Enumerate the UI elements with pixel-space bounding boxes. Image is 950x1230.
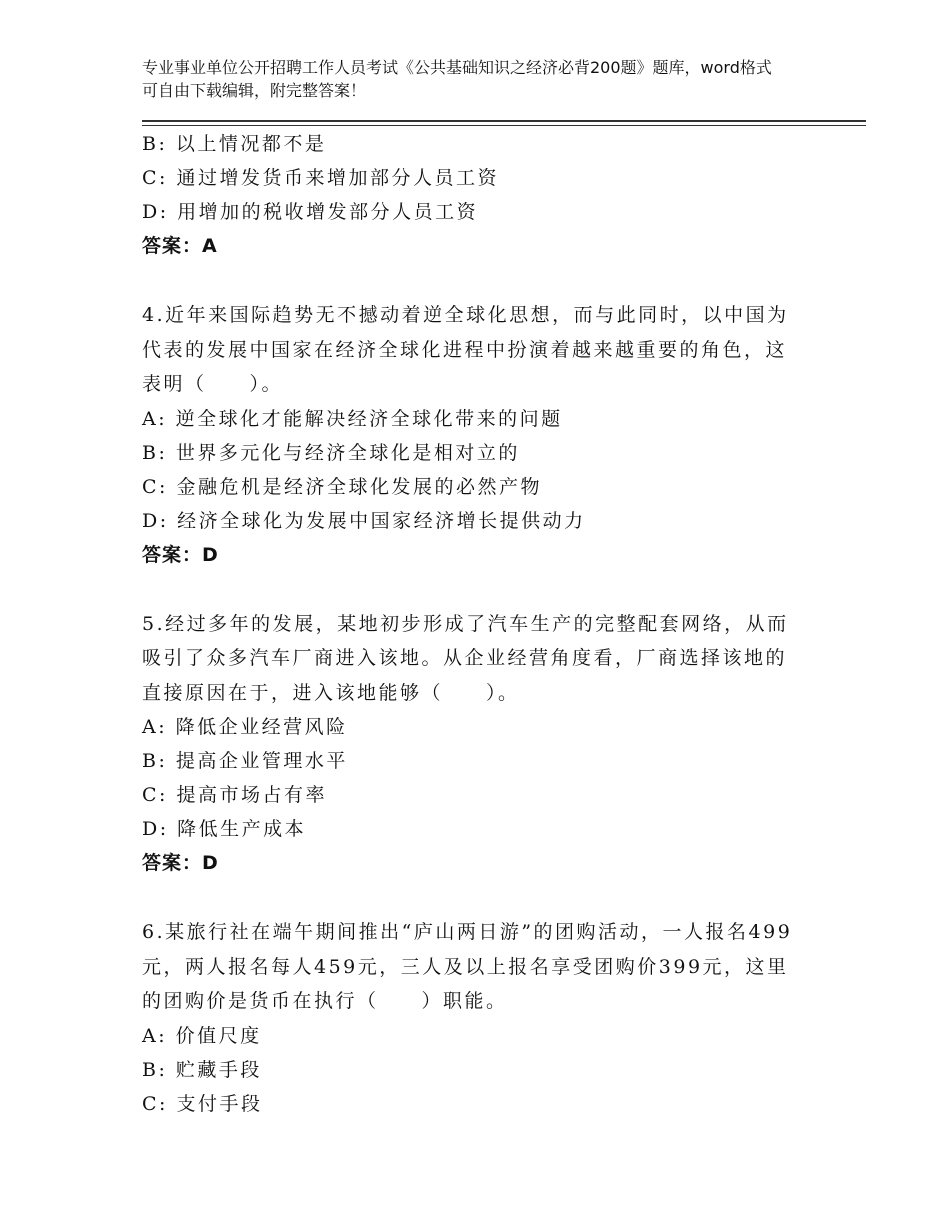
option-b: B: 提高企业管理水平 bbox=[142, 750, 348, 772]
question-text: 6.某旅行社在端午期间推出“庐山两日游”的团购活动，一人报名499元，两人报名每人459元，三人及以上报名享受团购价399元，这里的团购价是货币在执行（ ）职能。 bbox=[142, 921, 793, 1012]
question-5 bbox=[142, 607, 808, 881]
answer-label: 答案：A bbox=[142, 235, 218, 257]
option-c: C: 支付手段 bbox=[142, 1092, 263, 1115]
option-b: B: 世界多元化与经济全球化是相对立的 bbox=[142, 441, 520, 464]
option-a: A: 降低企业经营风险 bbox=[142, 716, 348, 738]
question-4 bbox=[142, 298, 808, 572]
header-divider bbox=[142, 120, 866, 122]
option-c: C: 通过增发货币来增加部分人员工资 bbox=[142, 167, 499, 189]
option-c: C: 金融危机是经济全球化发展的必然产物 bbox=[142, 475, 542, 498]
question-3-tail bbox=[142, 127, 808, 263]
option-b: B: 以上情况都不是 bbox=[142, 133, 327, 155]
answer-label: 答案：D bbox=[142, 543, 219, 566]
option-a: A: 逆全球化才能解决经济全球化带来的问题 bbox=[142, 407, 563, 430]
page-header: 专业事业单位公开招聘工作人员考试《公共基础知识之经济必背200题》题库，word格式可自由下载编辑，附完整答案！ bbox=[142, 58, 772, 100]
option-d: D: 降低生产成本 bbox=[142, 818, 307, 840]
option-b: B: 贮藏手段 bbox=[142, 1058, 262, 1081]
option-c: C: 提高市场占有率 bbox=[142, 784, 327, 806]
option-a: A: 价值尺度 bbox=[142, 1024, 262, 1047]
option-d: D: 经济全球化为发展中国家经济增长提供动力 bbox=[142, 509, 586, 532]
answer-label: 答案：D bbox=[142, 852, 219, 874]
question-content bbox=[142, 127, 808, 1121]
option-d: D: 用增加的税收增发部分人员工资 bbox=[142, 201, 479, 223]
question-6 bbox=[142, 915, 808, 1121]
question-text: 5.经过多年的发展，某地初步形成了汽车生产的完整配套网络，从而吸引了众多汽车厂商进入该地。从企业经营角度看，厂商选择该地的直接原因在于，进入该地能够（ ）。 bbox=[142, 612, 789, 704]
header-divider-thin bbox=[142, 125, 866, 126]
question-text: 4.近年来国际趋势无不撼动着逆全球化思想，而与此同时，以中国为代表的发展中国家在经济全球化进程中扮演着越来越重要的角色，这表明（ ）。 bbox=[142, 304, 789, 395]
